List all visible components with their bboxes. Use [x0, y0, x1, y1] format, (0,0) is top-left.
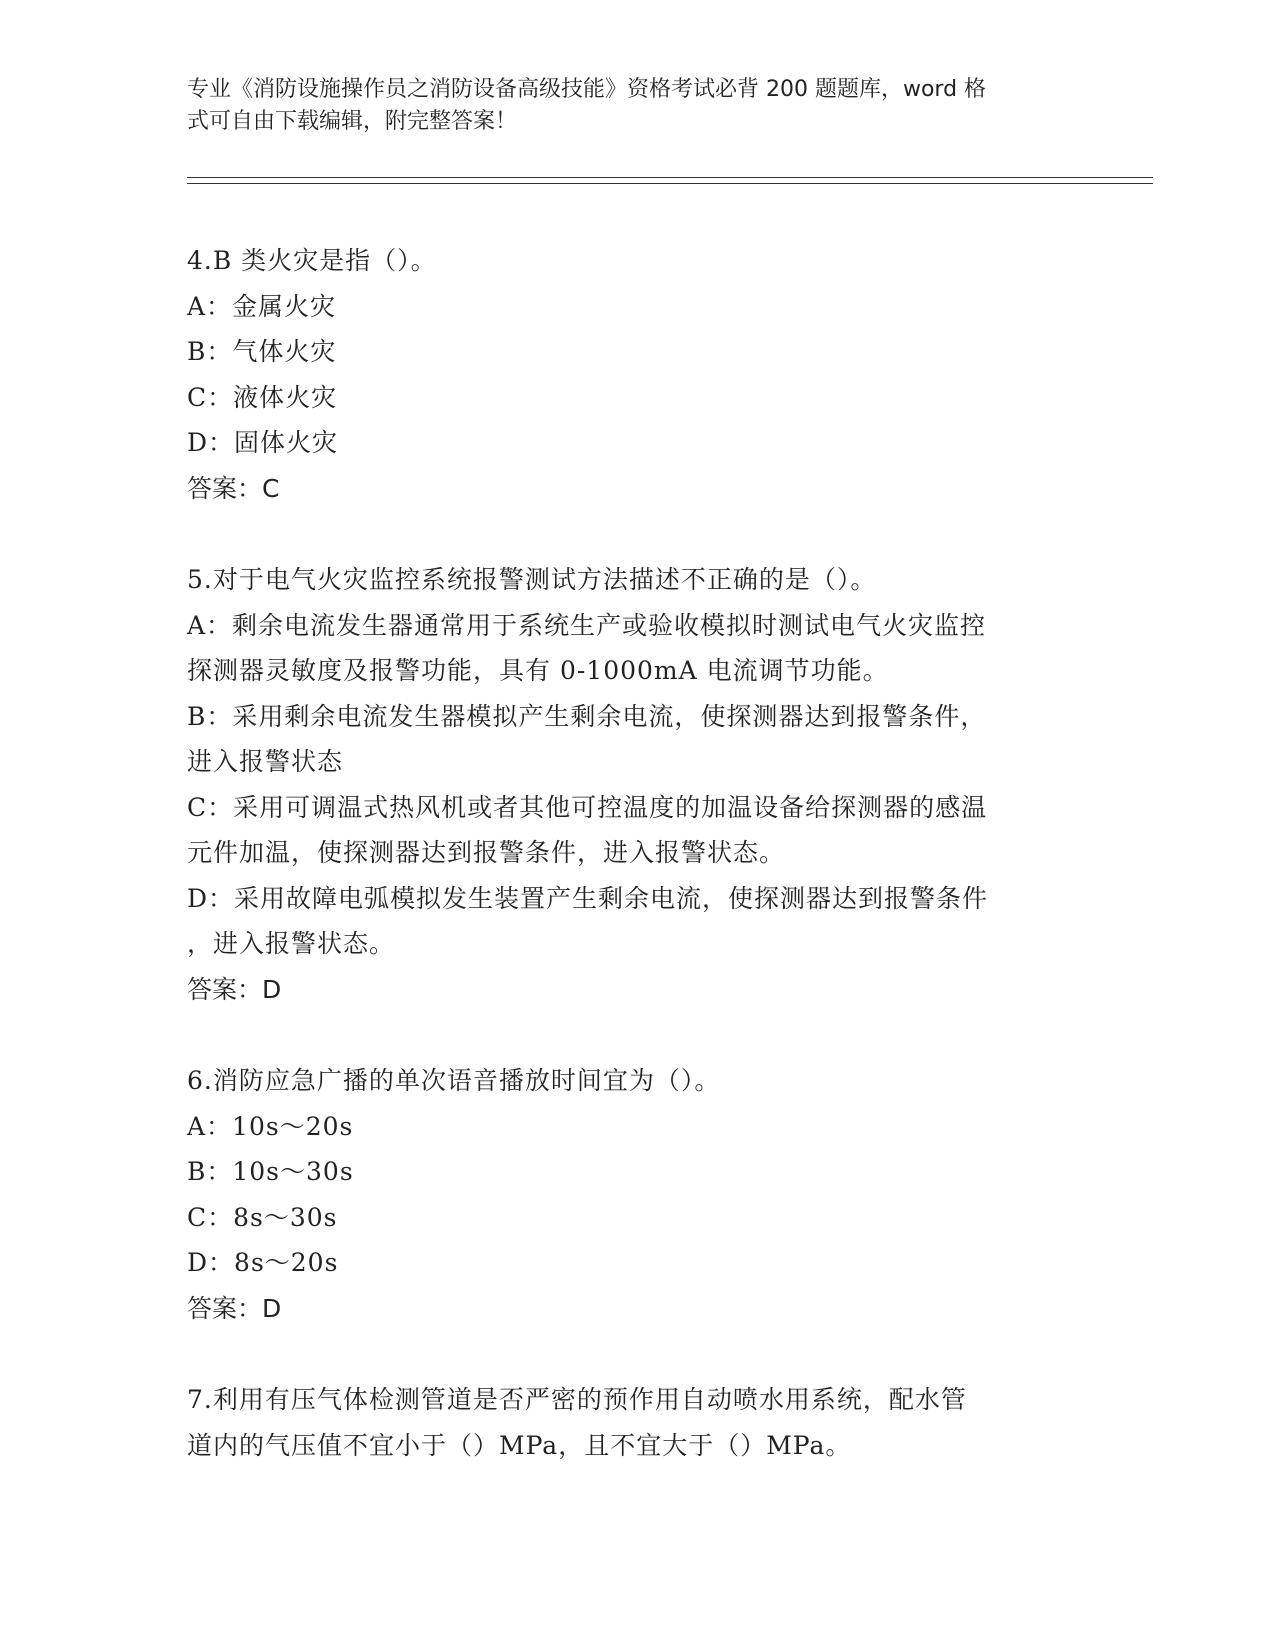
answer-option: B：10s～30s [187, 1157, 354, 1186]
question-stem: 5.对于电气火灾监控系统报警测试方法描述不正确的是（）。 [187, 565, 877, 594]
answer-option: ，进入报警状态。 [187, 929, 396, 958]
answer-option: D：固体火灾 [187, 428, 339, 457]
answer-option: A：10s～20s [187, 1111, 354, 1141]
question-stem: 7.利用有压气体检测管道是否严密的预作用自动喷水用系统，配水管 [187, 1385, 967, 1414]
answer-option: B：气体火灾 [187, 337, 337, 366]
question-block [187, 1377, 1087, 1468]
answer-option: D：采用故障电弧模拟发生装置产生剩余电流，使探测器达到报警条件 [187, 883, 989, 913]
answer-option: 进入报警状态 [187, 747, 344, 776]
answer-option: A：剩余电流发生器通常用于系统生产或验收模拟时测试电气火灾监控 [187, 610, 987, 640]
question-block [187, 238, 1087, 511]
answer-option: D：8s～20s [187, 1248, 339, 1277]
answer-option: 探测器灵敏度及报警功能，具有 0-1000mA 电流调节功能。 [187, 656, 889, 685]
answer-option: C：液体火灾 [187, 382, 338, 412]
question-stem: 4.B 类火灾是指（）。 [187, 246, 437, 275]
header-line-1: 专业《消防设施操作员之消防设备高级技能》资格考试必背 200 题题库，word 格 [187, 77, 987, 102]
answer-option: C：采用可调温式热风机或者其他可控温度的加温设备给探测器的感温 [187, 792, 988, 822]
answer-key: 答案：D [187, 1293, 282, 1323]
question-block [187, 1058, 1087, 1331]
question-block [187, 557, 1087, 1012]
question-stem: 道内的气压值不宜小于（）MPa，且不宜大于（）MPa。 [187, 1430, 852, 1460]
answer-option: A：金属火灾 [187, 291, 337, 321]
answer-key: 答案：D [187, 974, 282, 1004]
document-header [187, 74, 1067, 138]
answer-key: 答案：C [187, 473, 280, 503]
header-rule-top [187, 177, 1153, 178]
question-stem: 6.消防应急广播的单次语音播放时间宜为（）。 [187, 1066, 721, 1095]
answer-option: 元件加温，使探测器达到报警条件，进入报警状态。 [187, 838, 786, 867]
question-list [187, 238, 1087, 1514]
answer-option: C：8s～30s [187, 1202, 338, 1232]
header-rule-bottom [187, 183, 1153, 184]
answer-option: B：采用剩余电流发生器模拟产生剩余电流，使探测器达到报警条件， [187, 701, 987, 731]
header-line-2: 式可自由下载编辑，附完整答案！ [187, 109, 518, 134]
